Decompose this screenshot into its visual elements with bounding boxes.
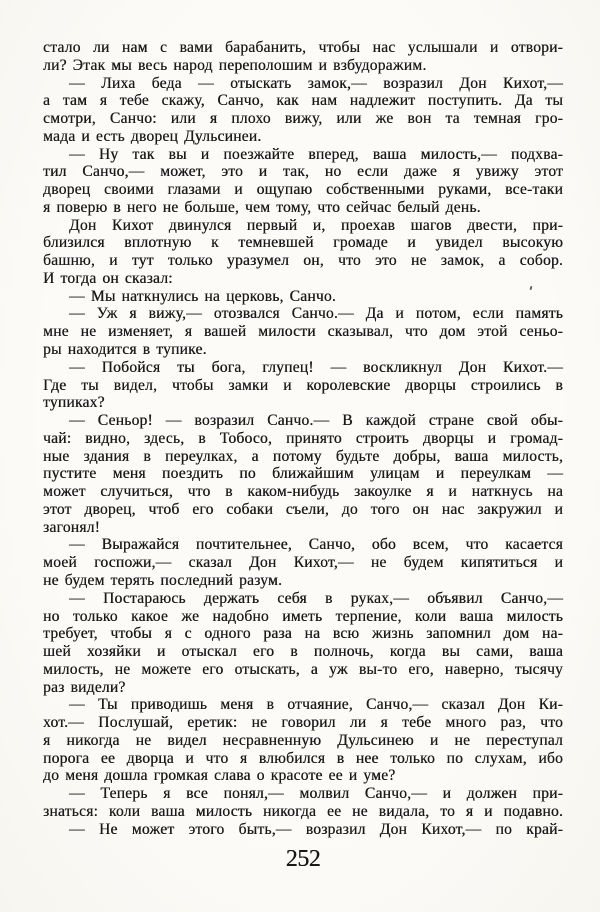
page-text [43,39,563,838]
text-line: загонял! [43,518,100,536]
text-line: может случиться, что в каком-нибудь закоулке я и наткнусь на [43,483,563,501]
text-line: пустите меня поездить по ближайшим улицам и переулкам — [43,465,563,483]
text-line: тил Санчо,— может, это и так, но если даже я увижу этот [43,163,563,181]
text-line: я никогда не видел несравненную Дульсинею и не переступал [43,731,563,749]
text-line: И тогда он сказал: [43,269,173,287]
text-line: а там я тебе скажу, Санчо, как нам надлежит поступить. Да ты [43,92,563,110]
page-number: 252 [285,846,321,872]
text-line: милость, не можете его отыскать, а уж вы-то его, наверно, тысячу [43,660,563,678]
text-line: — Теперь я все понял,— молвил Санчо,— и должен при- [69,785,563,803]
text-line: моей госпожи,— сказал Дон Кихот,— не будем кипятиться и [43,554,563,572]
text-line: башню, и тут только уразумел он, что это не замок, а собор. [43,252,563,270]
text-line: стало ли нам с вами барабанить, чтобы нас услышали и отвори- [43,39,563,56]
text-line: — Лиха беда — отыскать замок,— возразил Дон Кихот,— [69,74,563,92]
text-line: — Сеньор! — возразил Санчо.— В каждой стране свой обы- [69,412,563,430]
paragraph [43,217,563,288]
paragraph [43,75,563,146]
text-line: не будем терять последний разум. [43,571,283,589]
text-line: но только какое же надобно иметь терпение, коли ваша милость [43,607,563,625]
text-line: — Выражайся почтительнее, Санчо, обо всем, что касается [69,536,563,554]
text-line: тупиках? [43,394,105,412]
text-line: — Постараюсь держать себя в руках,— объявил Санчо,— [69,589,563,607]
text-line: ные здания в переулках, а потому будьте добры, ваша милость, [43,447,563,465]
text-line: дворец своими глазами и ощупаю собственными руками, все-таки [43,181,563,199]
text-line: — Ну так вы и поезжайте вперед, ваша милость,— подхва- [69,145,563,163]
text-line: мада и есть дворец Дульсинеи. [43,127,262,145]
text-line: хот.— Послушай, еретик: не говорил ли я тебе много раз, что [43,714,563,732]
text-line: требует, чтобы я с одного раза на всю жизнь запомнил дом на- [43,625,563,643]
text-line: Где ты видел, чтобы замки и королевские дворцы строились в [43,376,563,394]
text-line: порога ее дворца и что я влюбился в нее только по слухам, ибо [43,749,563,767]
text-line: этот дворец, чтоб его собаки съели, до того он нас закружил и [43,500,563,518]
text-line: — Ты приводишь меня в отчаяние, Санчо,— сказал Дон Ки- [69,696,563,714]
text-line: ли? Этак мы весь народ переполошим и взбудоражим. [43,56,427,74]
paragraph [43,536,563,589]
paragraph [43,590,563,697]
text-line: ры находится в тупике. [43,341,207,359]
paragraph [43,359,563,412]
text-line: раз видели? [43,678,126,696]
text-line: — Уж я вижу,— отозвался Санчо.— Да и потом, если память [69,305,563,323]
text-line: чай: видно, здесь, в Тобосо, принято строить дворцы и громад- [43,429,563,447]
paragraph [43,696,563,785]
text-line: — Не может этого быть,— возразил Дон Кихот,— по край- [69,820,563,838]
text-line: шей хозяйки и отыскал его в полночь, когда вы сами, ваша [43,643,563,661]
text-line: близился вплотную к темневшей громаде и увидел высокую [43,234,563,252]
text-line: я поверю в него не больше, чем тому, что сейчас белый день. [43,198,481,216]
text-line: до меня дошла громкая слава о красоте ее и уме? [43,767,396,785]
text-line: — Мы наткнулись на церковь, Санчо. [69,287,336,305]
text-line: — Побойся ты бога, глупец! — воскликнул Дон Кихот.— [69,358,563,376]
text-line: мне не изменяет, я вашей милости сказывал, что дом этой сеньо- [43,323,563,341]
paragraph [43,821,563,839]
paragraph [43,39,563,75]
paragraph [43,412,563,536]
text-line: знаться: коли ваша милость никогда ее не видала, то я и подавно. [43,802,563,820]
paragraph [43,146,563,217]
text-line: Дон Кихот двинулся первый и, проехав шагов двести, при- [69,216,563,234]
text-line: смотри, Санчо: или я плохо вижу, или же вон та темная гро- [43,110,563,128]
paragraph [43,288,563,306]
paragraph [43,305,563,358]
paragraph [43,785,563,821]
